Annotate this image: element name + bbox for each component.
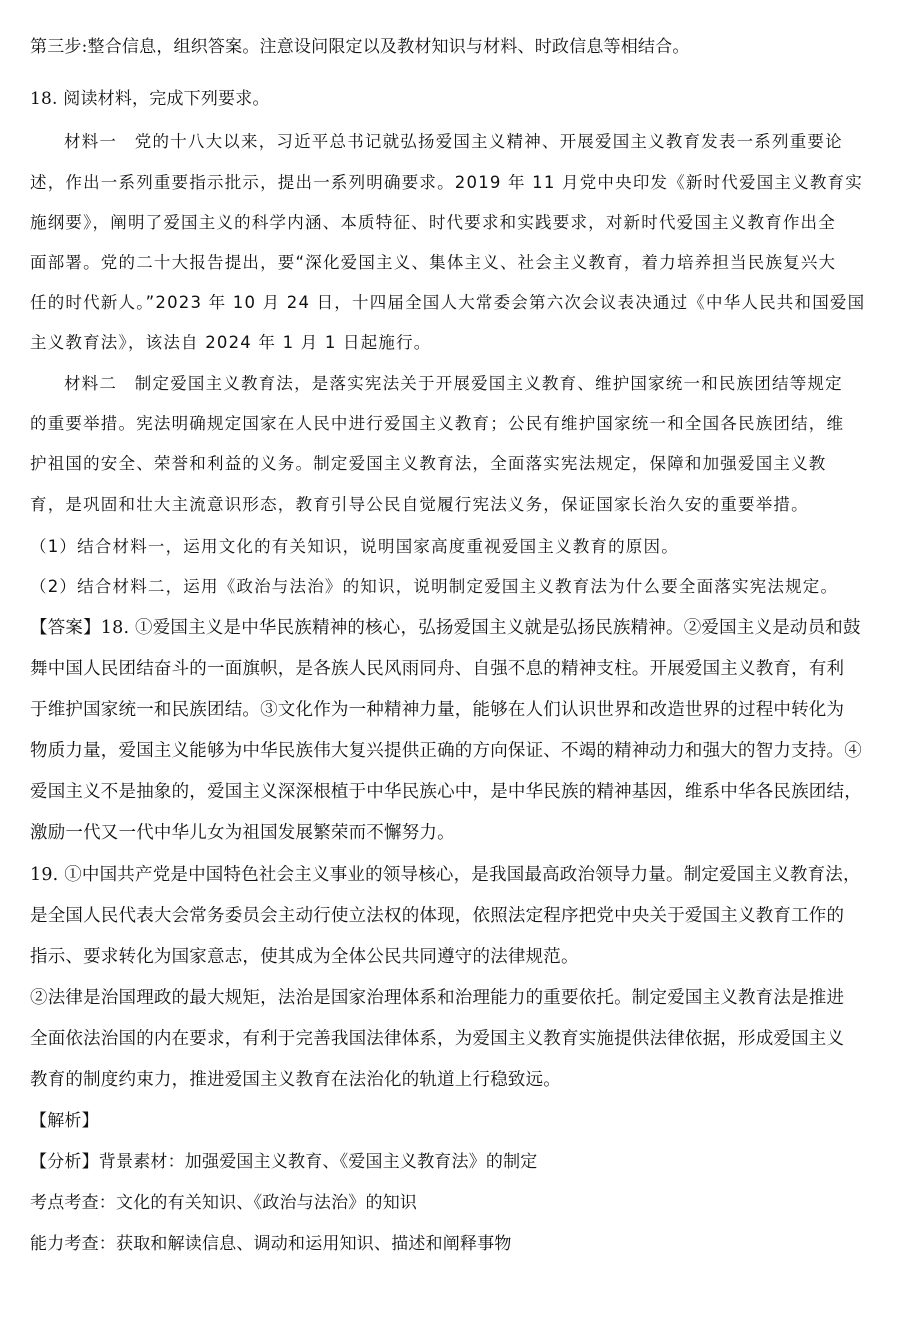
sub-question-1: （1）结合材料一，运用文化的有关知识，说明国家高度重视爱国主义教育的原因。 — [30, 537, 679, 556]
answer19-line: 指示、要求转化为国家意志，使其成为全体公民共同遵守的法律规范。 — [30, 947, 579, 967]
answer18-line: 舞中国人民团结奋斗的一面旗帜，是各族人民风雨同舟、自强不息的精神支柱。开展爱国主义教育，有利 — [30, 659, 845, 679]
answer18-line: 于维护国家统一和民族团结。③文化作为一种精神力量，能够在人们认识世界和改造世界的过程中转化为 — [30, 700, 845, 720]
material2-line: 的重要举措。宪法明确规定国家在人民中进行爱国主义教育；公民有维护国家统一和全国各民族团结，维 — [30, 414, 845, 433]
material2-line: 护祖国的安全、荣誉和利益的义务。制定爱国主义教育法，全面落实宪法规定，保障和加强爱国主义教 — [30, 454, 827, 473]
answer18-line: 激励一代又一代中华儿女为祖国发展繁荣而不懈努力。 — [30, 823, 455, 843]
material1-line: 主义教育法》，该法自 2024 年 1 月 1 日起施行。 — [30, 333, 432, 352]
answer19-line: ②法律是治国理政的最大规矩，法治是国家治理体系和治理能力的重要依托。制定爱国主义教育法是推进 — [30, 988, 845, 1008]
material1-line: 面部署。党的二十大报告提出，要“深化爱国主义、集体主义、社会主义教育，着力培养担当民族复兴大 — [30, 253, 837, 272]
analysis-line: 【分析】背景素材：加强爱国主义教育、《爱国主义教育法》的制定 — [30, 1152, 538, 1172]
answer19-line: 教育的制度约束力，推进爱国主义教育在法治化的轨道上行稳致远。 — [30, 1070, 561, 1090]
question-18-title: 18. 阅读材料，完成下列要求。 — [30, 89, 270, 109]
material1-line: 施纲要》，阐明了爱国主义的科学内涵、本质特征、时代要求和实践要求，对新时代爱国主义教育作出全 — [30, 213, 836, 232]
material1-line: 任的时代新人。”2023 年 10 月 24 日，十四届全国人大常委会第六次会议表决通过《中华人民共和国爱国 — [30, 293, 866, 312]
answer18-line: 【答案】18. ①爱国主义是中华民族精神的核心，弘扬爱国主义就是弘扬民族精神。②爱国主义是动员和鼓 — [30, 618, 861, 638]
material1-line: 述，作出一系列重要指示批示，提出一系列明确要求。2019 年 11 月党中央印发《新时代爱国主义教育实 — [30, 173, 863, 192]
material2-line: 材料二 制定爱国主义教育法，是落实宪法关于开展爱国主义教育、维护国家统一和民族团结等规定 — [64, 374, 843, 393]
answer18-line: 爱国主义不是抽象的，爱国主义深深根植于中华民族心中，是中华民族的精神基因，维系中华各民族团结， — [30, 782, 862, 802]
analysis-line: 考点考查：文化的有关知识、《政治与法治》的知识 — [30, 1193, 418, 1213]
analysis-line: 能力考查：获取和解读信息、调动和运用知识、描述和阐释事物 — [30, 1234, 512, 1254]
answer18-line: 物质力量，爱国主义能够为中华民族伟大复兴提供正确的方向保证、不竭的精神动力和强大的智力支持。④ — [30, 741, 862, 761]
material1-line: 材料一 党的十八大以来，习近平总书记就弘扬爱国主义精神、开展爱国主义教育发表一系列重要论 — [64, 132, 843, 151]
answer19-line: 19. ①中国共产党是中国特色社会主义事业的领导核心，是我国最高政治领导力量。制定爱国主义教育法， — [30, 865, 861, 885]
answer19-line: 是全国人民代表大会常务委员会主动行使立法权的体现，依照法定程序把党中央关于爱国主义教育工作的 — [30, 906, 845, 926]
step3-text: 第三步:整合信息，组织答案。注意设问限定以及教材知识与材料、时政信息等相结合。 — [30, 37, 690, 57]
analysis-label: 【解析】 — [30, 1111, 99, 1131]
answer19-line: 全面依法治国的内在要求，有利于完善我国法律体系，为爱国主义教育实施提供法律依据，形成爱国主义 — [30, 1029, 845, 1049]
material2-line: 育，是巩固和壮大主流意识形态，教育引导公民自觉履行宪法义务，保证国家长治久安的重要举措。 — [30, 495, 809, 514]
sub-question-2: （2）结合材料二，运用《政治与法治》的知识，说明制定爱国主义教育法为什么要全面落实宪法规定。 — [30, 577, 839, 596]
